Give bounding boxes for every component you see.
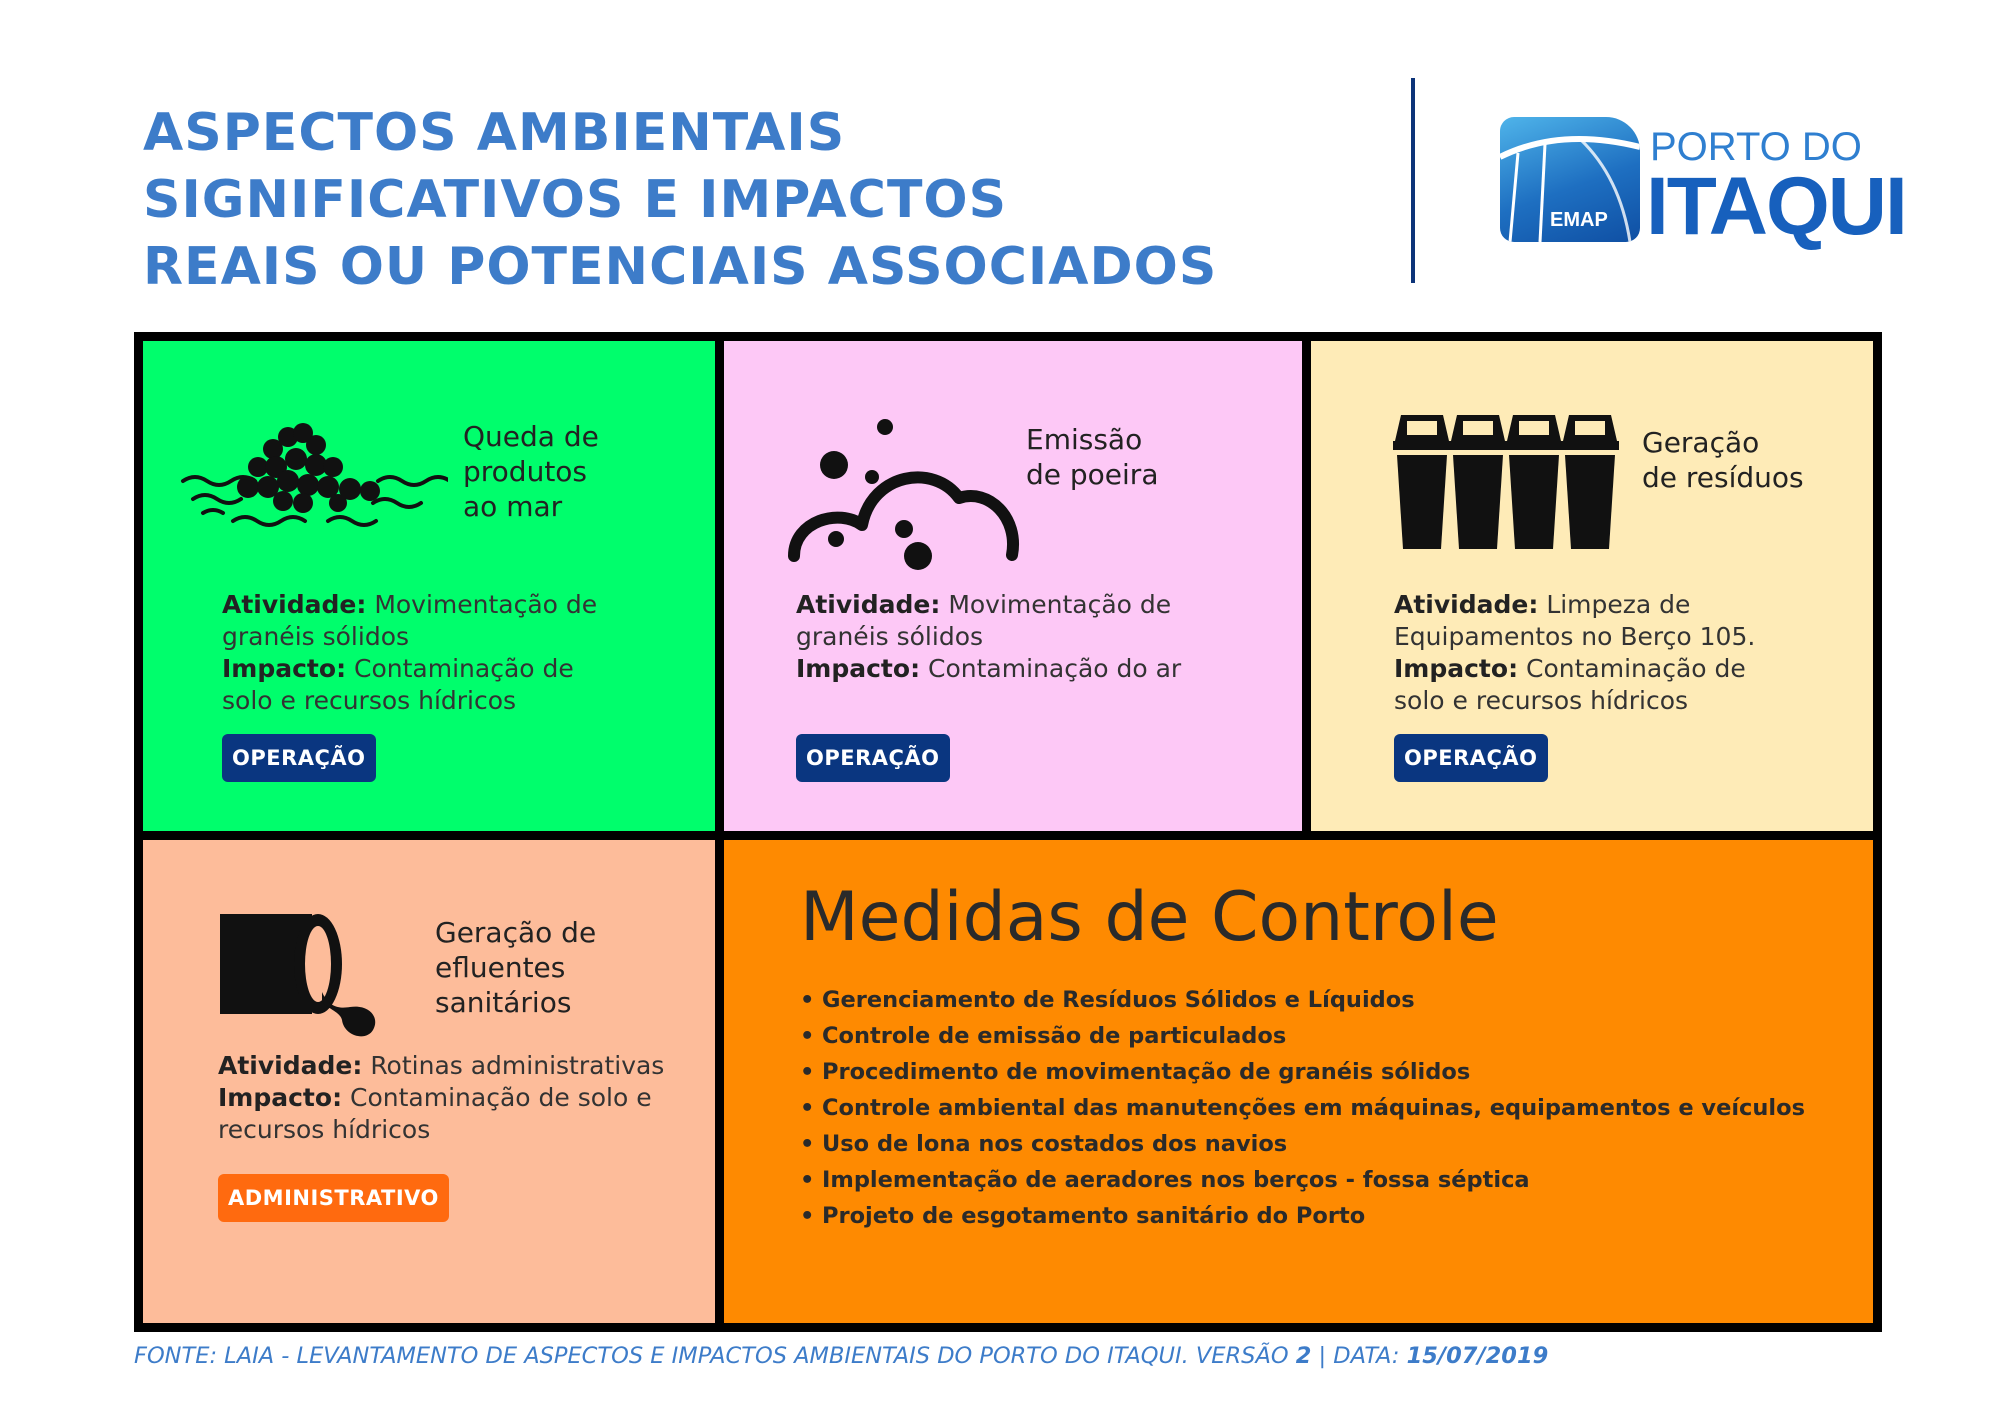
activity-label: Atividade: xyxy=(218,1051,363,1080)
panel-title xyxy=(463,419,599,524)
panel-title-line: sanitários xyxy=(435,986,572,1019)
panel-title-line: Queda de xyxy=(463,420,599,453)
panel-title xyxy=(1026,422,1158,492)
panel-description xyxy=(222,589,597,717)
logo-itaqui: ITAQUI xyxy=(1646,161,1906,252)
measure-item: • Implementação de aeradores nos berços - fossa séptica xyxy=(822,1162,1805,1198)
title-line: SIGNIFICATIVOS E IMPACTOS xyxy=(143,170,1008,230)
panel-description xyxy=(218,1050,664,1146)
activity-text: Movimentação de xyxy=(948,590,1172,619)
porto-do-itaqui-logo xyxy=(1500,115,1906,252)
activity-text: Limpeza de xyxy=(1546,590,1691,619)
dust-cloud-icon xyxy=(784,413,1034,573)
measure-item: • Controle ambiental das manutenções em máquinas, equipamentos e veículos xyxy=(822,1090,1805,1126)
category-badge: OPERAÇÃO xyxy=(1394,734,1548,782)
activity-label: Atividade: xyxy=(1394,590,1539,619)
title-line: REAIS OU POTENCIAIS ASSOCIADOS xyxy=(143,237,1218,297)
title-line: ASPECTOS AMBIENTAIS xyxy=(143,103,846,163)
category-badge: OPERAÇÃO xyxy=(222,734,376,782)
panel-title xyxy=(1642,425,1804,495)
panel-title-line: Geração de xyxy=(435,916,597,949)
panel-title-line: efluentes xyxy=(435,951,566,984)
impact-text: solo e recursos hídricos xyxy=(222,686,517,715)
panel-title xyxy=(435,915,596,1020)
panel-description xyxy=(796,589,1181,685)
activity-text: Movimentação de xyxy=(374,590,598,619)
panel-title-line: produtos xyxy=(463,455,588,488)
footer-version: 2 xyxy=(1295,1343,1312,1369)
page-title xyxy=(143,100,1217,301)
impact-label: Impacto: xyxy=(1394,654,1519,683)
impact-label: Impacto: xyxy=(222,654,347,683)
impact-text: solo e recursos hídricos xyxy=(1394,686,1689,715)
panel-queda-produtos xyxy=(143,341,715,831)
activity-text: Equipamentos no Berço 105. xyxy=(1394,622,1756,651)
impact-text: Contaminação de xyxy=(354,654,574,683)
impact-text: Contaminação de xyxy=(1526,654,1746,683)
impact-text: Contaminação do ar xyxy=(928,654,1182,683)
panel-geracao-residuos xyxy=(1311,341,1873,831)
measure-item: • Procedimento de movimentação de granéis sólidos xyxy=(822,1054,1805,1090)
panel-title-line: Emissão xyxy=(1026,423,1143,456)
footer-source: FONTE: LAIA - LEVANTAMENTO DE ASPECTOS E IMPACTOS AMBIENTAIS DO PORTO DO ITAQUI. VERSÃO xyxy=(134,1343,1289,1369)
panel-title-line: de resíduos xyxy=(1642,461,1804,494)
measure-item: • Controle de emissão de particulados xyxy=(822,1018,1805,1054)
footer-separator: | xyxy=(1318,1343,1327,1369)
category-badge: OPERAÇÃO xyxy=(796,734,950,782)
impact-label: Impacto: xyxy=(218,1083,343,1112)
impact-text: Contaminação de solo e xyxy=(350,1083,652,1112)
panel-title-line: de poeira xyxy=(1026,458,1159,491)
trash-bins-icon xyxy=(1393,411,1619,551)
measures-list xyxy=(822,982,1805,1234)
panel-emissao-poeira xyxy=(724,341,1302,831)
footer-date: 15/07/2019 xyxy=(1406,1343,1549,1369)
panel-geracao-efluentes xyxy=(143,840,715,1323)
activity-label: Atividade: xyxy=(796,590,941,619)
oil-spill-icon xyxy=(178,409,448,539)
panel-description xyxy=(1394,589,1755,717)
panel-title-line: Geração xyxy=(1642,426,1760,459)
category-badge: ADMINISTRATIVO xyxy=(218,1174,449,1222)
measure-item: • Projeto de esgotamento sanitário do Porto xyxy=(822,1198,1805,1234)
drain-pipe-icon xyxy=(218,912,398,1042)
measure-item: • Uso de lona nos costados dos navios xyxy=(822,1126,1805,1162)
measures-title: Medidas de Controle xyxy=(800,878,1499,957)
impact-label: Impacto: xyxy=(796,654,921,683)
activity-label: Atividade: xyxy=(222,590,367,619)
impact-text: recursos hídricos xyxy=(218,1115,431,1144)
measure-item: • Gerenciamento de Resíduos Sólidos e Líquidos xyxy=(822,982,1805,1018)
activity-text: granéis sólidos xyxy=(796,622,984,651)
panel-title-line: ao mar xyxy=(463,490,563,523)
emap-logo-mark xyxy=(1500,117,1640,242)
source-footer xyxy=(134,1343,1548,1369)
activity-text: Rotinas administrativas xyxy=(370,1051,665,1080)
logo-porto-do: PORTO DO xyxy=(1650,125,1862,169)
footer-date-label: DATA: xyxy=(1333,1343,1400,1369)
activity-text: granéis sólidos xyxy=(222,622,410,651)
header-divider xyxy=(1411,78,1415,283)
emap-label: EMAP xyxy=(1550,209,1608,231)
